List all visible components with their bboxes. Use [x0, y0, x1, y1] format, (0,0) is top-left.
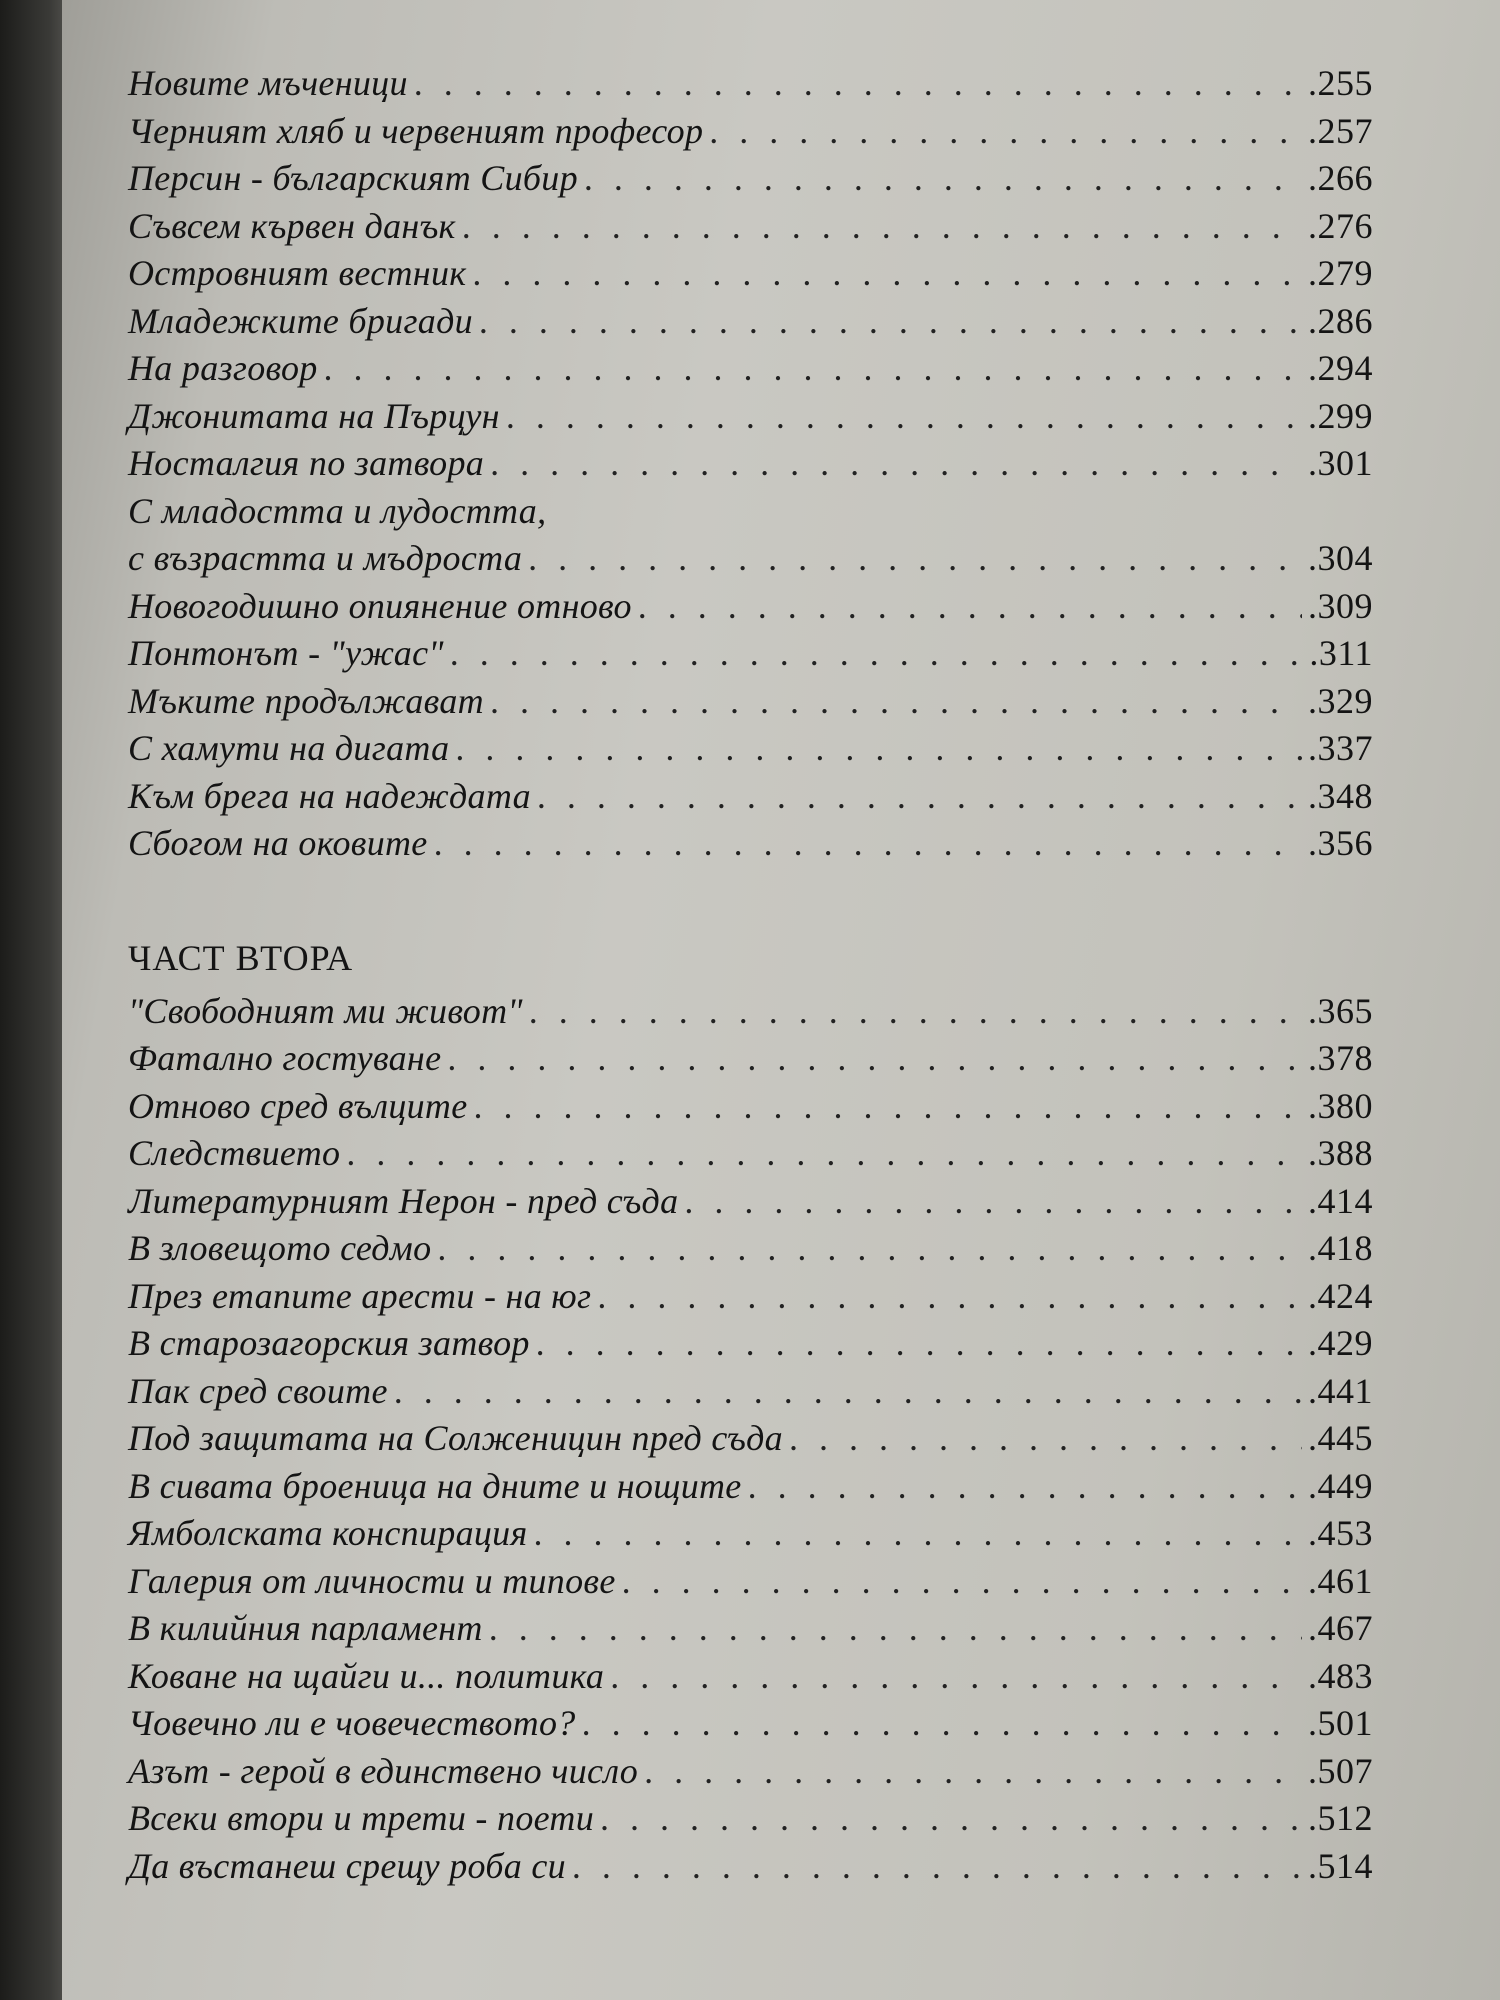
toc-entry-title: Сбогом на оковите [128, 823, 428, 863]
toc-entry-page: .257 [1308, 110, 1373, 151]
toc-entry-title: Пак сред своите [128, 1370, 388, 1411]
toc-entry [128, 250, 1373, 298]
toc-entry-title: Младежките бригади [128, 300, 473, 341]
toc-entry [128, 345, 1373, 393]
toc-entry [128, 583, 1373, 631]
dot-leader [534, 1510, 1302, 1558]
dot-leader [414, 60, 1302, 108]
toc-entry-title: Новите мъченици [128, 63, 408, 103]
toc-entry [128, 773, 1373, 821]
toc-entry-title: Коване на щайги и... политика [128, 1655, 605, 1696]
toc-entry [128, 1035, 1373, 1083]
toc-entry-title: Под защитата на Солженицин пред съда [128, 1418, 783, 1458]
toc-entry-page: .378 [1308, 1038, 1373, 1078]
toc-entry [128, 1463, 1373, 1511]
toc-entry [128, 393, 1373, 441]
toc-entry-title: Литературният Нерон - пред съда [128, 1180, 679, 1221]
dot-leader [450, 630, 1304, 678]
dot-leader [537, 773, 1302, 821]
dot-leader [582, 1700, 1302, 1748]
toc-entry [128, 1700, 1373, 1748]
dot-leader [506, 393, 1302, 441]
dot-leader [474, 1083, 1303, 1131]
toc-entry-title: Новогодишно опиянение отново [128, 585, 632, 626]
toc-entry-title: Персин - българският Сибир [128, 158, 578, 198]
dot-leader [394, 1368, 1302, 1416]
toc-entry-title: с възрастта и мъдроста [128, 538, 523, 578]
toc-entry [128, 1558, 1373, 1606]
toc-entry [128, 1415, 1373, 1463]
toc-entry-title: Отново сред вълците [128, 1085, 468, 1126]
toc-entry-title: На разговор [128, 348, 318, 388]
toc-entry-page: .356 [1308, 823, 1373, 863]
toc-entry-page: .380 [1308, 1085, 1373, 1126]
section-heading: ЧАСТ ВТОРА [128, 937, 354, 978]
dot-leader [684, 1178, 1302, 1226]
toc-entry-page: .255 [1308, 63, 1373, 103]
multiline-toc-entry [128, 488, 1373, 583]
toc-entry [128, 1273, 1373, 1321]
dot-leader [610, 1653, 1302, 1701]
toc-entry-title: Фатално гостуване [128, 1038, 442, 1078]
toc-entry-page: .414 [1308, 1180, 1373, 1221]
toc-entry [128, 988, 1373, 1036]
toc-entry-title: С младостта и лудостта, [128, 490, 547, 531]
dot-leader [529, 988, 1302, 1036]
dot-leader [434, 820, 1302, 868]
toc-entry-page: .388 [1308, 1133, 1373, 1173]
toc-entry-page: .279 [1308, 253, 1373, 293]
toc-entry-page: .301 [1308, 443, 1373, 483]
dot-leader [490, 440, 1302, 488]
toc-entry-title: През етапите арести - на юг [128, 1275, 592, 1316]
toc-entry-page: .299 [1308, 395, 1373, 436]
toc-entry-page: .445 [1308, 1418, 1373, 1458]
toc-entry-page: .286 [1308, 300, 1373, 341]
dot-leader [638, 583, 1302, 631]
toc-entry-page: .418 [1308, 1228, 1373, 1268]
toc-entry-page: .501 [1308, 1703, 1373, 1743]
toc-entry-line [128, 488, 1373, 536]
toc-entry-title: Мъките продължават [128, 680, 484, 721]
toc-entry-page: .311 [1309, 633, 1373, 673]
dot-leader [346, 1130, 1302, 1178]
dot-leader [584, 155, 1302, 203]
toc-entry-title: Носталгия по затвора [128, 443, 485, 483]
toc-entry-page: .453 [1308, 1513, 1373, 1553]
toc-entry [128, 1225, 1373, 1273]
toc-entry [128, 1178, 1373, 1226]
toc-entry-title: В сивата броеница на дните и нощите [128, 1465, 742, 1506]
toc-entry-title: Всеки втори и трети - поети [128, 1798, 595, 1838]
toc-entry-page: .424 [1308, 1275, 1373, 1316]
dot-leader [490, 678, 1302, 726]
dot-leader [536, 1320, 1302, 1368]
toc-entry-page: .449 [1308, 1465, 1373, 1506]
table-of-contents [128, 60, 1373, 1890]
toc-entry-page: .507 [1308, 1750, 1373, 1791]
toc-entry-title: Островният вестник [128, 253, 467, 293]
dot-leader [324, 345, 1302, 393]
toc-entry-title: Ямболската конспирация [128, 1513, 528, 1553]
toc-entry-page: .329 [1308, 680, 1373, 721]
toc-entry-title: Съвсем кървен данък [128, 205, 456, 246]
toc-entry-page: .337 [1308, 728, 1373, 768]
toc-entry-page: .304 [1308, 538, 1373, 578]
part-two-list [128, 988, 1373, 1891]
dot-leader [455, 725, 1302, 773]
toc-entry-title: В зловещото седмо [128, 1228, 432, 1268]
toc-entry [128, 108, 1373, 156]
dot-leader [528, 535, 1302, 583]
toc-entry [128, 60, 1373, 108]
toc-entry-title: Галерия от личности и типове [128, 1560, 616, 1601]
toc-entry [128, 1653, 1373, 1701]
dot-leader [447, 1035, 1302, 1083]
toc-entry-page: .441 [1308, 1370, 1373, 1411]
book-page [62, 0, 1500, 2000]
toc-entry-page: .461 [1308, 1560, 1373, 1601]
toc-entry [128, 535, 1373, 583]
toc-entry [128, 203, 1373, 251]
dot-leader [789, 1415, 1302, 1463]
toc-entry-page: .483 [1308, 1655, 1373, 1696]
toc-entry [128, 820, 1373, 868]
toc-entry [128, 630, 1373, 678]
toc-entry [128, 1320, 1373, 1368]
toc-entry-page: .348 [1308, 775, 1373, 816]
toc-entry [128, 1748, 1373, 1796]
toc-entry-page: .429 [1308, 1323, 1373, 1363]
toc-entry [128, 1605, 1373, 1653]
dot-leader [748, 1463, 1302, 1511]
part-one-list [128, 60, 1373, 488]
toc-entry [128, 1795, 1373, 1843]
dot-leader [709, 108, 1302, 156]
dot-leader [644, 1748, 1302, 1796]
toc-entry-title: Азът - герой в единствено число [128, 1750, 639, 1791]
toc-entry-page: .514 [1308, 1845, 1373, 1886]
toc-entry-title: "Свободният ми живот" [128, 990, 523, 1031]
toc-entry-title: С хамути на дигата [128, 728, 450, 768]
toc-entry-title: Джонитата на Пърцун [128, 395, 500, 436]
toc-entry [128, 1083, 1373, 1131]
dot-leader [462, 203, 1302, 251]
toc-entry-title: В старозагорския затвор [128, 1323, 530, 1363]
toc-entry-title: Човечно ли е човечеството? [128, 1703, 576, 1743]
toc-entry-title: Понтонът - "ужас" [128, 633, 444, 673]
part-one-list-continued [128, 583, 1373, 868]
dot-leader [472, 250, 1302, 298]
toc-entry [128, 1510, 1373, 1558]
toc-entry [128, 1368, 1373, 1416]
toc-entry-title: Към брега на надеждата [128, 775, 531, 816]
dot-leader [572, 1843, 1302, 1891]
toc-entry [128, 678, 1373, 726]
dot-leader [489, 1605, 1302, 1653]
toc-entry-title: В килийния парламент [128, 1608, 483, 1648]
toc-entry [128, 155, 1373, 203]
toc-entry [128, 440, 1373, 488]
toc-entry [128, 1843, 1373, 1891]
dot-leader [600, 1795, 1302, 1843]
toc-entry [128, 1130, 1373, 1178]
toc-entry-page: .276 [1308, 205, 1373, 246]
toc-entry-page: .512 [1308, 1798, 1373, 1838]
toc-entry-page: .294 [1308, 348, 1373, 388]
toc-entry-title: Да въстанеш срещу роба си [128, 1845, 566, 1886]
dot-leader [437, 1225, 1302, 1273]
toc-entry [128, 298, 1373, 346]
toc-entry-title: Следствието [128, 1133, 341, 1173]
dot-leader [597, 1273, 1302, 1321]
dot-leader [622, 1558, 1302, 1606]
toc-entry-page: .365 [1308, 990, 1373, 1031]
toc-entry-title: Черният хляб и червеният професор [128, 110, 704, 151]
toc-entry-page: .467 [1308, 1608, 1373, 1648]
toc-entry-page: .309 [1308, 585, 1373, 626]
section-spacer [128, 868, 1373, 928]
toc-entry [128, 725, 1373, 773]
dot-leader [479, 298, 1302, 346]
toc-entry-page: .266 [1308, 158, 1373, 198]
